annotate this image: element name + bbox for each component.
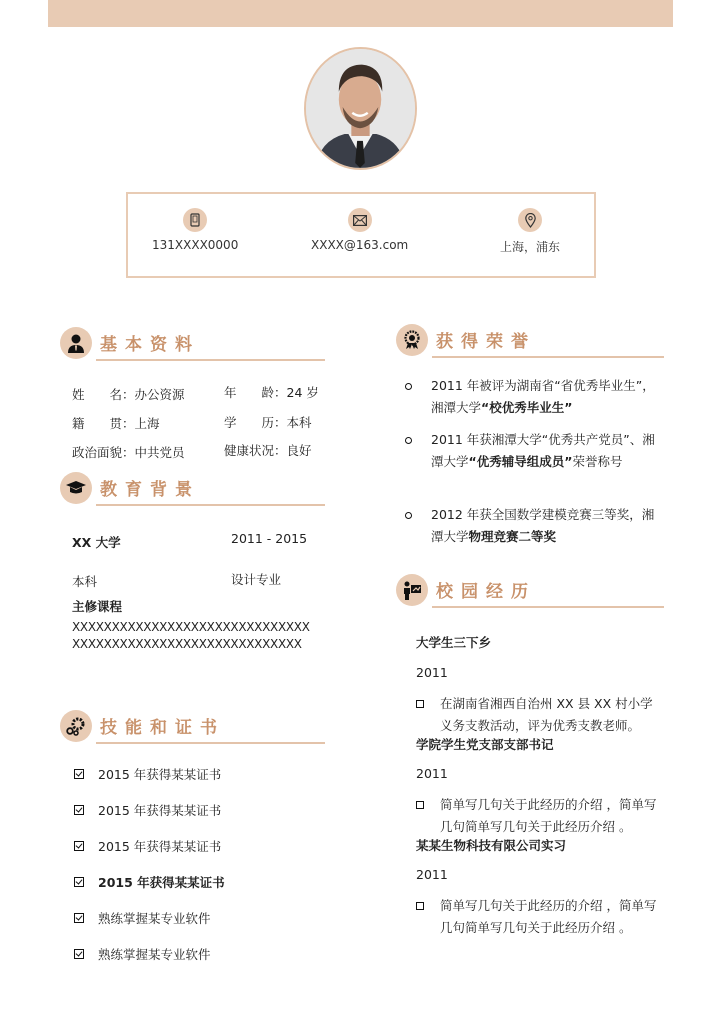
field-political: 政治面貌：中共党员: [72, 445, 185, 460]
study-period: 2011 - 2015: [231, 531, 308, 546]
circle-bullet-icon: [405, 383, 412, 390]
envelope-icon: [348, 208, 372, 232]
major: 设计专业: [231, 572, 282, 587]
section-divider: [96, 504, 325, 506]
field-name: 姓 名：办公资源: [72, 387, 185, 402]
courses-line-2: XXXXXXXXXXXXXXXXXXXXXXXXXXXXX: [72, 637, 302, 651]
skill-item: 熟练掌握某专业软件: [74, 909, 211, 927]
contact-location: [500, 208, 560, 255]
section-skills: [60, 710, 325, 744]
campus-entry-year: 2011: [416, 867, 448, 882]
user-icon: [60, 327, 92, 359]
graduation-cap-icon: [60, 472, 92, 504]
section-divider: [432, 606, 664, 608]
campus-entry-desc: 简单写几句关于此经历的介绍 ，简单写几句简单写几句关于此经历介绍 。: [416, 895, 661, 939]
email-address: XXXX@163.com: [311, 238, 409, 252]
skill-item: 2015 年获得某某证书: [74, 801, 221, 819]
phone-number: 131XXXX0000: [152, 238, 239, 252]
field-health: 健康状况：良好: [224, 443, 312, 458]
gears-icon: [60, 710, 92, 742]
checkbox-icon: [74, 769, 84, 779]
section-title: 技能和证书: [100, 718, 225, 738]
campus-entry-year: 2011: [416, 766, 448, 781]
campus-entry-name: 大学生三下乡: [416, 635, 492, 650]
field-age: 年 龄：24 岁: [224, 385, 319, 400]
section-basic-info: [60, 327, 325, 361]
degree: 本科: [72, 574, 98, 589]
campus-entry-desc: 在湖南省湘西自治州 XX 县 XX 村小学义务支教活动，评为优秀支教老师。: [416, 693, 661, 737]
skill-item: 2015 年获得某某证书: [74, 873, 225, 891]
field-hometown: 籍 贯：上海: [72, 416, 160, 431]
courses-label: 主修课程: [72, 599, 123, 614]
contact-box: [126, 192, 596, 278]
campus-entry-name: 学院学生党支部支部书记: [416, 737, 554, 752]
checkbox-icon: [74, 913, 84, 923]
section-divider: [432, 356, 664, 358]
section-title: 校园经历: [436, 582, 536, 602]
section-honors: [396, 324, 664, 358]
section-education: [60, 472, 325, 506]
courses-line-1: XXXXXXXXXXXXXXXXXXXXXXXXXXXXXX: [72, 620, 310, 634]
section-title: 获得荣誉: [436, 332, 536, 352]
square-bullet-icon: [416, 902, 424, 910]
square-bullet-icon: [416, 700, 424, 708]
location: 上海，浦东: [500, 240, 561, 254]
skill-item: 熟练掌握某专业软件: [74, 945, 211, 963]
section-title: 教育背景: [100, 480, 200, 500]
circle-bullet-icon: [405, 512, 412, 519]
person-photo-icon: [306, 49, 415, 168]
presenter-icon: [396, 574, 428, 606]
checkbox-icon: [74, 949, 84, 959]
award-ribbon-icon: [396, 324, 428, 356]
field-education: 学 历：本科: [224, 415, 312, 430]
skill-item: 2015 年获得某某证书: [74, 765, 221, 783]
section-divider: [96, 359, 325, 361]
contact-phone: [152, 208, 238, 252]
section-title: 基本资料: [100, 335, 200, 355]
campus-entry-name: 某某生物科技有限公司实习: [416, 838, 567, 853]
honor-item: 2011 年获湘潭大学“优秀共产党员”、湘潭大学“优秀辅导组成员”荣誉称号: [405, 429, 660, 473]
square-bullet-icon: [416, 801, 424, 809]
honor-item: 2012 年获全国数学建模竞赛三等奖，湘潭大学物理竞赛二等奖: [405, 504, 660, 548]
section-divider: [96, 742, 325, 744]
checkbox-icon: [74, 841, 84, 851]
profile-photo: [304, 47, 417, 170]
header-band: [48, 0, 673, 27]
circle-bullet-icon: [405, 437, 412, 444]
skill-item: 2015 年获得某某证书: [74, 837, 221, 855]
contact-email: [311, 208, 408, 252]
map-pin-icon: [518, 208, 542, 232]
school-name: XX 大学: [72, 535, 121, 550]
campus-entry-desc: 简单写几句关于此经历的介绍 ，简单写几句简单写几句关于此经历介绍 。: [416, 794, 661, 838]
honor-item: 2011 年被评为湖南省“省优秀毕业生”，湘潭大学“校优秀毕业生”: [405, 375, 660, 419]
checkbox-icon: [74, 877, 84, 887]
checkbox-icon: [74, 805, 84, 815]
phone-icon: [183, 208, 207, 232]
section-campus: [396, 574, 664, 608]
campus-entry-year: 2011: [416, 665, 448, 680]
